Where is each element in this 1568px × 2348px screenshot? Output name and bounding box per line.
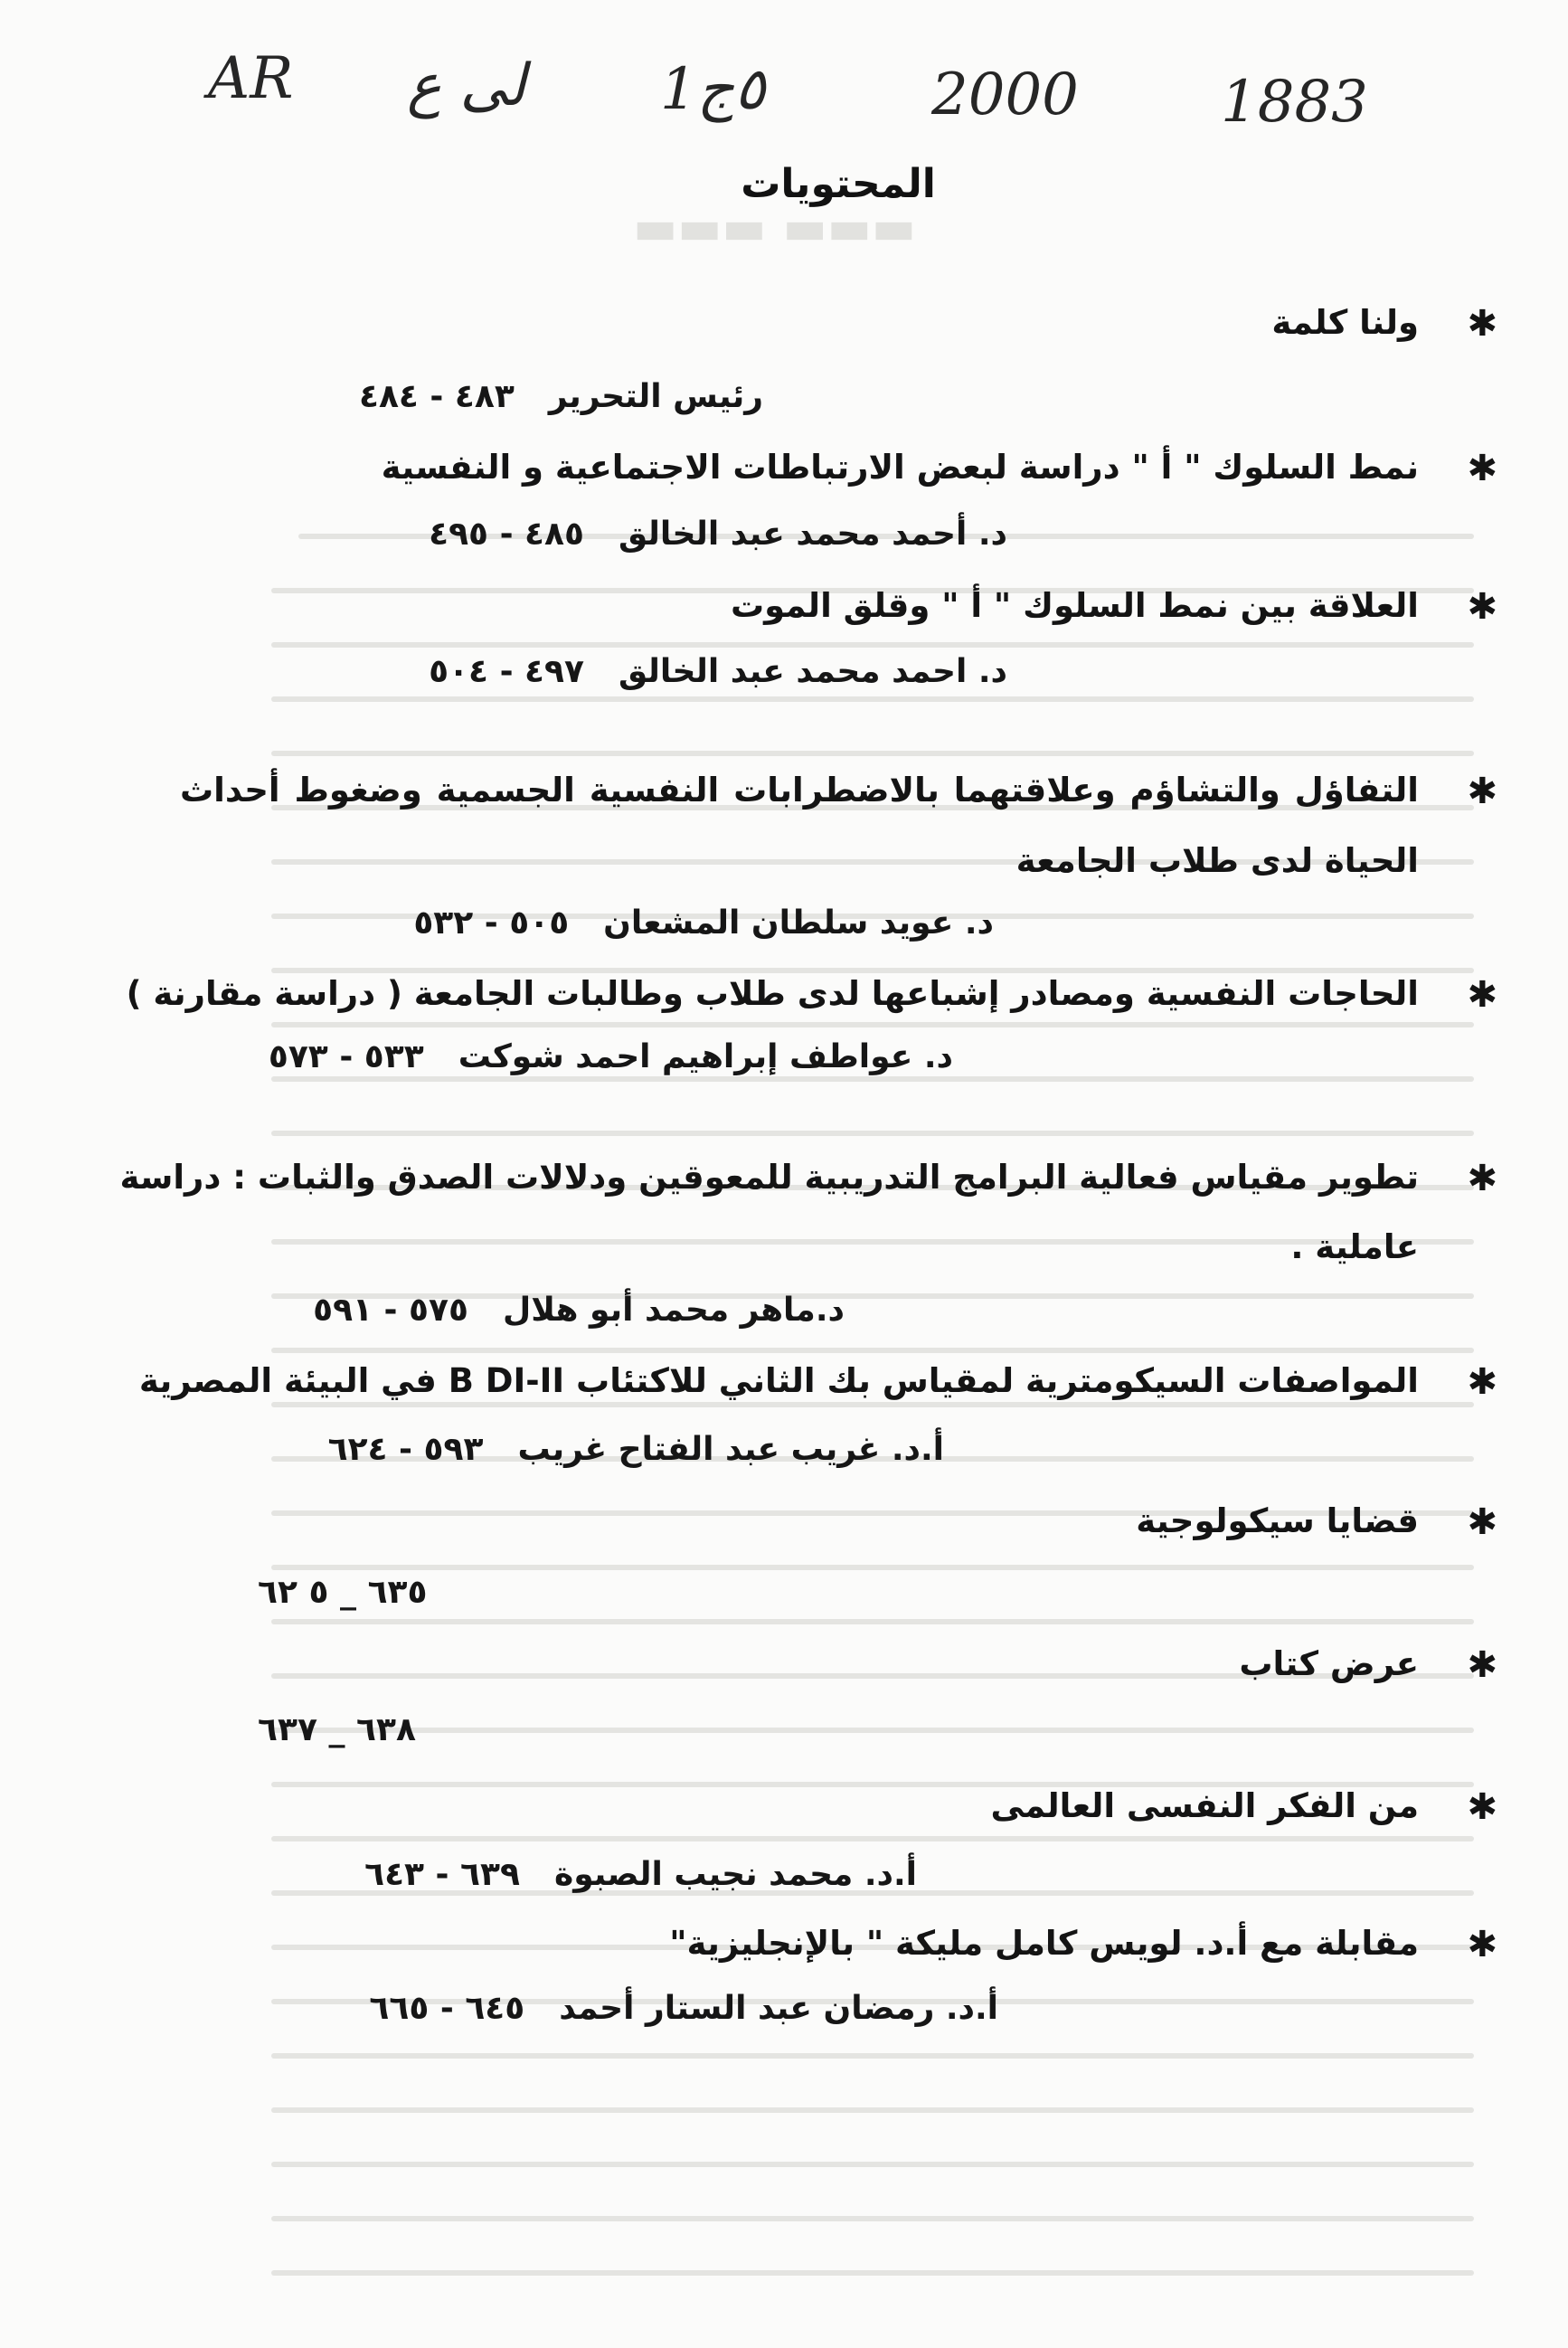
author-name: أ.د. رمضان عبد الستار أحمد xyxy=(559,1990,998,2027)
bullet-star-icon: ✱ xyxy=(1467,1501,1497,1543)
page-range: ٤٨٥ - ٤٩٥ xyxy=(429,516,584,553)
bullet-star-icon: ✱ xyxy=(1467,771,1497,812)
entry-title-continuation: الحياة لدى طلاب الجامعة xyxy=(1015,841,1419,880)
entry-title: نمط السلوك " أ " دراسة لبعض الارتباطات الاجتماعية و النفسية xyxy=(381,448,1419,487)
author-name: د. عويد سلطان المشعان xyxy=(603,904,994,942)
handwritten-number: 1883 xyxy=(1221,69,1368,136)
handwritten-catalogue-note xyxy=(208,36,1402,163)
entry-title: من الفكر النفسى العالمى xyxy=(990,1786,1419,1825)
bullet-star-icon: ✱ xyxy=(1467,974,1497,1016)
author-name: د. احمد محمد عبد الخالق xyxy=(618,653,1007,690)
page-range: ٥٩٣ - ٦٢٤ xyxy=(327,1431,484,1468)
page-range: ٦٣٩ - ٦٤٣ xyxy=(364,1856,520,1893)
handwritten-issue: 1٥ج xyxy=(660,56,766,123)
entry-author xyxy=(313,1292,845,1329)
entry-title: مقابلة مع أ.د. لويس كامل مليكة " بالإنجليزية" xyxy=(669,1924,1419,1963)
bullet-star-icon: ✱ xyxy=(1467,586,1497,628)
bullet-star-icon: ✱ xyxy=(1467,303,1497,345)
page-range: ٥٧٥ - ٥٩١ xyxy=(313,1292,468,1329)
page-range: ٦٤٥ - ٦٦٥ xyxy=(369,1990,525,2027)
entry-author xyxy=(369,1990,998,2027)
entry-author xyxy=(328,1431,944,1468)
page-range: ٤٨٣ - ٤٨٤ xyxy=(358,378,515,415)
author-name: د. عواطف إبراهيم احمد شوكت xyxy=(458,1038,953,1075)
entry-author xyxy=(413,904,994,942)
page-range: ٦٣٥ _ ٥ ٦٢ xyxy=(258,1574,428,1611)
author-name: رئيس التحرير xyxy=(548,378,763,415)
page-range: ٥٣٣ - ٥٧٣ xyxy=(268,1038,424,1075)
handwritten-volume: ﻟﻰ ع xyxy=(407,52,526,119)
entry-title-continuation: عاملية . xyxy=(1290,1227,1419,1266)
page-title: المحتويات xyxy=(741,161,936,207)
author-name: أ.د. محمد نجيب الصبوة xyxy=(553,1856,917,1893)
page-range: ٤٩٧ - ٥٠٤ xyxy=(429,653,584,690)
entry-author xyxy=(429,653,1007,690)
entry-title: تطوير مقياس فعالية البرامج التدريبية للمعوقين ودلالات الصدق والثبات : دراسة xyxy=(119,1158,1419,1197)
bullet-star-icon: ✱ xyxy=(1467,1158,1497,1199)
page-range: ٦٣٨ _ ٦٣٧ xyxy=(258,1711,416,1748)
entry-title: الحاجات النفسية ومصادر إشباعها لدى طلاب وطالبات الجامعة ( دراسة مقارنة ) xyxy=(126,974,1419,1013)
bullet-star-icon: ✱ xyxy=(1467,448,1497,489)
bullet-star-icon: ✱ xyxy=(1467,1924,1497,1965)
entry-author xyxy=(359,378,763,415)
entry-author xyxy=(364,1856,917,1893)
entry-title: ولنا كلمة xyxy=(1271,303,1419,342)
bullet-star-icon: ✱ xyxy=(1467,1644,1497,1686)
entry-title: المواصفات السيكومترية لمقياس بك الثاني للاكتئاب B DI-II في البيئة المصرية xyxy=(138,1361,1419,1400)
handwritten-year: 2000 xyxy=(931,62,1079,128)
entry-author xyxy=(269,1038,953,1075)
entry-title: عرض كتاب xyxy=(1239,1644,1419,1683)
author-name: أ.د. غريب عبد الفتاح غريب xyxy=(517,1431,944,1468)
author-name: د.ماهر محمد أبو هلال xyxy=(502,1292,845,1329)
author-name: د. أحمد محمد عبد الخالق xyxy=(618,516,1007,553)
bleed-through-heading: ▬▬▬ ▬▬▬ xyxy=(633,201,916,255)
handwritten-code: AR xyxy=(208,45,294,112)
page-range: ٥٠٥ - ٥٣٢ xyxy=(413,904,570,942)
bullet-star-icon: ✱ xyxy=(1467,1361,1497,1403)
entry-title: العلاقة بين نمط السلوك " أ " وقلق الموت xyxy=(731,586,1419,625)
bullet-star-icon: ✱ xyxy=(1467,1786,1497,1828)
entry-author xyxy=(429,516,1007,553)
entry-title: التفاؤل والتشاؤم وعلاقتهما بالاضطرابات النفسية الجسمية وضغوط أحداث xyxy=(180,771,1419,809)
entry-title: قضايا سيكولوجية xyxy=(1136,1501,1419,1540)
